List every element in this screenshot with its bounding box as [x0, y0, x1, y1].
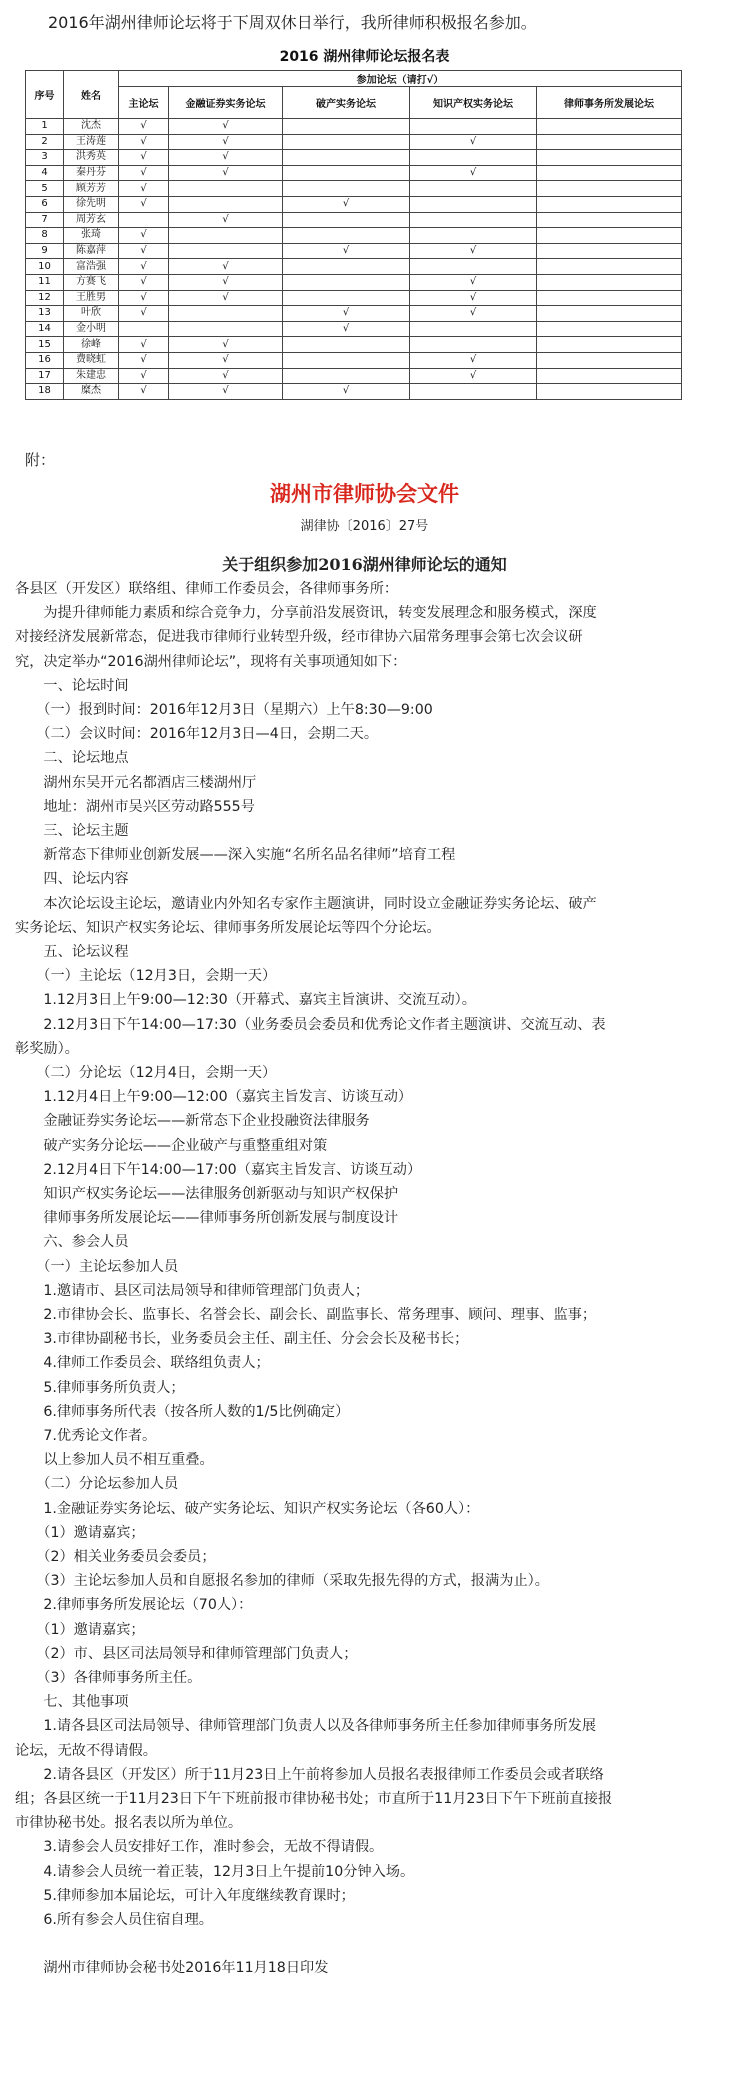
row-number: 12 [26, 290, 64, 306]
row-number: 14 [26, 321, 64, 337]
row-number: 15 [26, 337, 64, 353]
forum-header: 主论坛 [119, 87, 169, 119]
forum-check-cell [283, 228, 410, 244]
document-line: 湖州东吴开元名都酒店三楼湖州厅 [15, 774, 257, 791]
forum-check-cell [537, 337, 682, 353]
forum-check-cell [283, 352, 410, 368]
document-line: 2.12月4日下午14:00—17:00（嘉宾主旨发言、访谈互动） [15, 1161, 422, 1178]
forum-check-cell: √ [169, 150, 283, 166]
attendee-name: 糜杰 [64, 384, 119, 400]
forum-check-cell: √ [119, 368, 169, 384]
table-row [26, 259, 682, 275]
row-number: 13 [26, 306, 64, 322]
row-number: 1 [26, 119, 64, 135]
forum-check-cell [537, 384, 682, 400]
document-number: 湖律协〔2016〕27号 [300, 519, 429, 534]
forum-check-cell [169, 196, 283, 212]
document-line: 1.邀请市、县区司法局领导和律师管理部门负责人； [15, 1282, 370, 1299]
document-line: 本次论坛设主论坛，邀请业内外知名专家作主题演讲，同时设立金融证券实务论坛、破产 [15, 895, 597, 912]
row-number: 5 [26, 181, 64, 197]
row-number: 8 [26, 228, 64, 244]
document-line: 2.请各县区（开发区）所于11月23日上午前将参加人员报名表报律师工作委员会或者联络 [15, 1766, 604, 1783]
document-line: 2.市律协会长、监事长、名誉会长、副会长、副监事长、常务理事、顾问、理事、监事； [15, 1307, 597, 1323]
document-line: 1.12月4日上午9:00—12:00（嘉宾主旨发言、访谈互动） [15, 1089, 413, 1106]
forum-check-cell [283, 290, 410, 306]
row-number: 4 [26, 165, 64, 181]
row-number: 3 [26, 150, 64, 166]
attendee-name: 洪秀英 [64, 150, 119, 166]
forum-check-cell: √ [410, 134, 537, 150]
forum-check-cell [169, 243, 283, 259]
document-line: 以上参加人员不相互重叠。 [15, 1452, 214, 1469]
document-line: 一、论坛时间 [15, 677, 129, 694]
forum-check-cell: √ [410, 243, 537, 259]
forum-check-cell [410, 337, 537, 353]
document-line: （一）主论坛参加人员 [15, 1258, 179, 1275]
forum-check-cell: √ [169, 134, 283, 150]
forum-check-cell [537, 274, 682, 290]
forum-check-cell: √ [169, 119, 283, 135]
forum-check-cell [537, 134, 682, 150]
document-line: 律师事务所发展论坛——律师事务所创新发展与制度设计 [15, 1210, 399, 1227]
table-row [26, 290, 682, 306]
intro-text: 2016年湖州律师论坛将于下周双休日举行，我所律师积极报名参加。 [48, 13, 537, 32]
forum-check-cell [537, 243, 682, 259]
document-line: 对接经济发展新常态，促进我市律师行业转型升级，经市律协六届常务理事会第七次会议研 [15, 629, 583, 646]
row-number: 17 [26, 368, 64, 384]
document-line: （3）各律师事务所主任。 [15, 1670, 202, 1686]
row-number: 11 [26, 274, 64, 290]
forum-check-cell [119, 321, 169, 337]
forum-check-cell [410, 119, 537, 135]
document-line: 彰奖励）。 [15, 1040, 79, 1057]
attendee-name: 王涛莲 [64, 134, 119, 150]
forum-check-cell [283, 165, 410, 181]
document-line: 7.优秀论文作者。 [15, 1428, 157, 1444]
table-row [26, 384, 682, 400]
forum-check-cell: √ [119, 181, 169, 197]
document-line: 地址：湖州市吴兴区劳动路555号 [15, 798, 255, 815]
row-number: 7 [26, 212, 64, 228]
forum-check-cell: √ [119, 134, 169, 150]
forum-check-cell: √ [119, 119, 169, 135]
document-line: 市律协秘书处。报名表以所为单位。 [15, 1815, 243, 1832]
document-line: 湖州市律师协会秘书处2016年11月18日印发 [15, 1960, 329, 1977]
table-row [26, 368, 682, 384]
document-line: （二）会议时间：2016年12月3日—4日，会期二天。 [15, 726, 379, 743]
attendee-name: 顾芳芳 [64, 181, 119, 197]
attendee-name: 方赛飞 [64, 274, 119, 290]
attendee-name: 金小明 [64, 321, 119, 337]
document-line: 知识产权实务论坛——法律服务创新驱动与知识产权保护 [15, 1186, 399, 1202]
document-line: 五、论坛议程 [15, 944, 129, 960]
forum-check-cell [283, 119, 410, 135]
document-line: 六、参会人员 [15, 1234, 129, 1251]
forum-check-cell [537, 181, 682, 197]
attendee-name: 王胜男 [64, 290, 119, 306]
forum-check-cell [283, 134, 410, 150]
document-title: 关于组织参加2016湖州律师论坛的通知 [222, 555, 507, 574]
document-line: 1.金融证券实务论坛、破产实务论坛、知识产权实务论坛（各60人）： [15, 1500, 480, 1517]
document-line: 4.请参会人员统一着正装，12月3日上午提前10分钟入场。 [15, 1863, 415, 1880]
document-line: 二、论坛地点 [15, 750, 129, 767]
document-line: （二）分论坛（12月4日，会期一天） [15, 1065, 277, 1081]
document-line: 究，决定举办“2016湖州律师论坛”，现将有关事项通知如下： [15, 653, 407, 670]
forum-check-cell [119, 212, 169, 228]
document-line: 新常态下律师业创新发展——深入实施“名所名品名律师”培育工程 [15, 847, 456, 864]
row-number: 9 [26, 243, 64, 259]
table-body [26, 119, 682, 400]
forum-check-cell: √ [169, 384, 283, 400]
document-line: （3）主论坛参加人员和自愿报名参加的律师（采取先报先得的方式，报满为止）。 [15, 1573, 549, 1590]
table-row [26, 337, 682, 353]
forum-check-cell: √ [410, 165, 537, 181]
table-row [26, 181, 682, 197]
forum-check-cell [169, 321, 283, 337]
forum-check-cell [169, 181, 283, 197]
forum-check-cell: √ [169, 352, 283, 368]
attendee-name: 沈杰 [64, 119, 119, 135]
forum-check-cell [410, 150, 537, 166]
document-line: （2）相关业务委员会委员； [15, 1549, 216, 1565]
document-line: 5.律师事务所负责人； [15, 1379, 185, 1396]
document-line: 2.律师事务所发展论坛（70人）： [15, 1597, 253, 1614]
document-line: （一）报到时间：2016年12月3日（星期六）上午8:30—9:00 [15, 702, 433, 718]
forum-check-cell [283, 181, 410, 197]
document-line: （1）邀请嘉宾； [15, 1524, 145, 1541]
forum-check-cell [537, 306, 682, 322]
row-number: 10 [26, 259, 64, 275]
forum-check-cell [410, 321, 537, 337]
document-line: 5.律师参加本届论坛，可计入年度继续教育课时； [15, 1887, 355, 1904]
forum-check-cell: √ [410, 352, 537, 368]
document-line: 1.请各县区司法局领导、律师管理部门负责人以及各律师事务所主任参加律师事务所发展 [15, 1718, 597, 1735]
forum-check-cell: √ [283, 384, 410, 400]
forum-check-cell [410, 228, 537, 244]
document-line: （2）市、县区司法局领导和律师管理部门负责人； [15, 1645, 358, 1662]
document-line: 2.12月3日下午14:00—17:30（业务委员会委员和优秀论文作者主题演讲、交流互动、表 [15, 1016, 606, 1033]
document-line: 6.所有参会人员住宿自理。 [15, 1912, 213, 1928]
document-line: 四、论坛内容 [15, 871, 129, 888]
forum-check-cell: √ [410, 274, 537, 290]
attendee-name: 秦丹芬 [64, 165, 119, 181]
forum-check-cell: √ [410, 368, 537, 384]
table-row [26, 196, 682, 212]
table-row [26, 212, 682, 228]
attendee-name: 张琦 [64, 228, 119, 244]
forum-check-cell [283, 212, 410, 228]
forum-check-cell [537, 212, 682, 228]
attendee-name: 徐峰 [64, 337, 119, 353]
forum-check-cell [410, 384, 537, 400]
table-title: 2016 湖州律师论坛报名表 [279, 49, 450, 65]
forum-check-cell [169, 306, 283, 322]
forum-check-cell: √ [119, 150, 169, 166]
table-row [26, 165, 682, 181]
forum-check-cell [169, 228, 283, 244]
table-row [26, 134, 682, 150]
forum-check-cell: √ [119, 259, 169, 275]
row-number: 6 [26, 196, 64, 212]
table-row [26, 228, 682, 244]
forum-check-cell: √ [169, 290, 283, 306]
attendee-name: 朱建忠 [64, 368, 119, 384]
forum-check-cell [537, 165, 682, 181]
document-line: 三、论坛主题 [15, 823, 129, 839]
forum-check-cell: √ [169, 212, 283, 228]
forum-check-cell: √ [119, 274, 169, 290]
document-line: 七、其他事项 [15, 1694, 129, 1711]
forum-check-cell: √ [410, 290, 537, 306]
document-line: 实务论坛、知识产权实务论坛、律师事务所发展论坛等四个分论坛。 [15, 919, 441, 936]
forum-check-cell: √ [169, 274, 283, 290]
forum-check-cell [537, 228, 682, 244]
row-number: 2 [26, 134, 64, 150]
table-row [26, 243, 682, 259]
seq-header: 序号 [26, 71, 64, 119]
forum-check-cell: √ [169, 165, 283, 181]
document-header: 湖州市律师协会文件 [270, 481, 459, 506]
forum-check-cell [410, 196, 537, 212]
forum-check-cell [283, 274, 410, 290]
forum-check-cell [537, 290, 682, 306]
document-line: 4.律师工作委员会、联络组负责人； [15, 1355, 270, 1372]
registration-table [25, 70, 682, 400]
forum-header: 金融证券实务论坛 [169, 87, 283, 119]
document-line: 论坛，无故不得请假。 [15, 1742, 157, 1759]
document-line: （1）邀请嘉宾； [15, 1621, 145, 1638]
forum-check-cell [537, 321, 682, 337]
document-line: 破产实务分论坛——企业破产与重整重组对策 [15, 1137, 328, 1154]
forum-check-cell: √ [169, 259, 283, 275]
forum-check-cell: √ [119, 196, 169, 212]
forum-check-cell: √ [283, 196, 410, 212]
forum-check-cell [537, 352, 682, 368]
table-row [26, 306, 682, 322]
forum-check-cell: √ [169, 368, 283, 384]
attendee-name: 叶欣 [64, 306, 119, 322]
forum-check-cell: √ [283, 306, 410, 322]
forum-group-header: 参加论坛（请打√） [119, 71, 682, 87]
attendee-name: 陈嘉萍 [64, 243, 119, 259]
forum-check-cell [537, 368, 682, 384]
document-line: 组；各县区统一于11月23日下午下班前报市律协秘书处；市直所于11月23日下午下班前直接报 [15, 1791, 613, 1807]
forum-check-cell [283, 150, 410, 166]
forum-check-cell [537, 259, 682, 275]
attendee-name: 徐先明 [64, 196, 119, 212]
table-row [26, 352, 682, 368]
name-header: 姓名 [64, 71, 119, 119]
attendee-name: 周芳玄 [64, 212, 119, 228]
document-line: 1.12月3日上午9:00—12:30（开幕式、嘉宾主旨演讲、交流互动）。 [15, 992, 476, 1009]
forum-header: 律师事务所发展论坛 [537, 87, 682, 119]
forum-check-cell: √ [283, 321, 410, 337]
document-line: （一）主论坛（12月3日，会期一天） [15, 968, 277, 985]
document-line: 6.律师事务所代表（按各所人数的1/5比例确定） [15, 1403, 350, 1420]
forum-check-cell [537, 119, 682, 135]
forum-check-cell: √ [283, 243, 410, 259]
table-row [26, 119, 682, 135]
forum-check-cell: √ [119, 306, 169, 322]
document-line: 金融证券实务论坛——新常态下企业投融资法律服务 [15, 1113, 370, 1130]
row-number: 16 [26, 352, 64, 368]
forum-check-cell: √ [119, 337, 169, 353]
document-line: （二）分论坛参加人员 [15, 1476, 179, 1493]
table-row [26, 274, 682, 290]
forum-check-cell: √ [119, 384, 169, 400]
forum-check-cell [537, 150, 682, 166]
forum-check-cell: √ [119, 165, 169, 181]
forum-check-cell: √ [119, 228, 169, 244]
document-line: 3.市律协副秘书长，业务委员会主任、副主任、分会会长及秘书长； [15, 1331, 469, 1348]
row-number: 18 [26, 384, 64, 400]
attendee-name: 富浩强 [64, 259, 119, 275]
forum-header: 破产实务论坛 [283, 87, 410, 119]
forum-check-cell [283, 259, 410, 275]
forum-check-cell [537, 196, 682, 212]
forum-check-cell [410, 259, 537, 275]
forum-check-cell: √ [119, 290, 169, 306]
forum-check-cell: √ [119, 243, 169, 259]
forum-header: 知识产权实务论坛 [410, 87, 537, 119]
forum-check-cell [283, 337, 410, 353]
forum-check-cell [410, 181, 537, 197]
forum-check-cell [283, 368, 410, 384]
forum-check-cell: √ [169, 337, 283, 353]
forum-check-cell: √ [410, 306, 537, 322]
document-line: 各县区（开发区）联络组、律师工作委员会，各律师事务所： [15, 581, 399, 597]
forum-check-cell [410, 212, 537, 228]
table-row [26, 150, 682, 166]
forum-check-cell: √ [119, 352, 169, 368]
attachment-label: 附： [25, 451, 56, 469]
table-row [26, 321, 682, 337]
document-line: 为提升律师能力素质和综合竞争力，分享前沿发展资讯，转变发展理念和服务模式，深度 [15, 605, 597, 622]
document-line: 3.请参会人员安排好工作，准时参会，无故不得请假。 [15, 1839, 384, 1856]
attendee-name: 费晓虹 [64, 352, 119, 368]
